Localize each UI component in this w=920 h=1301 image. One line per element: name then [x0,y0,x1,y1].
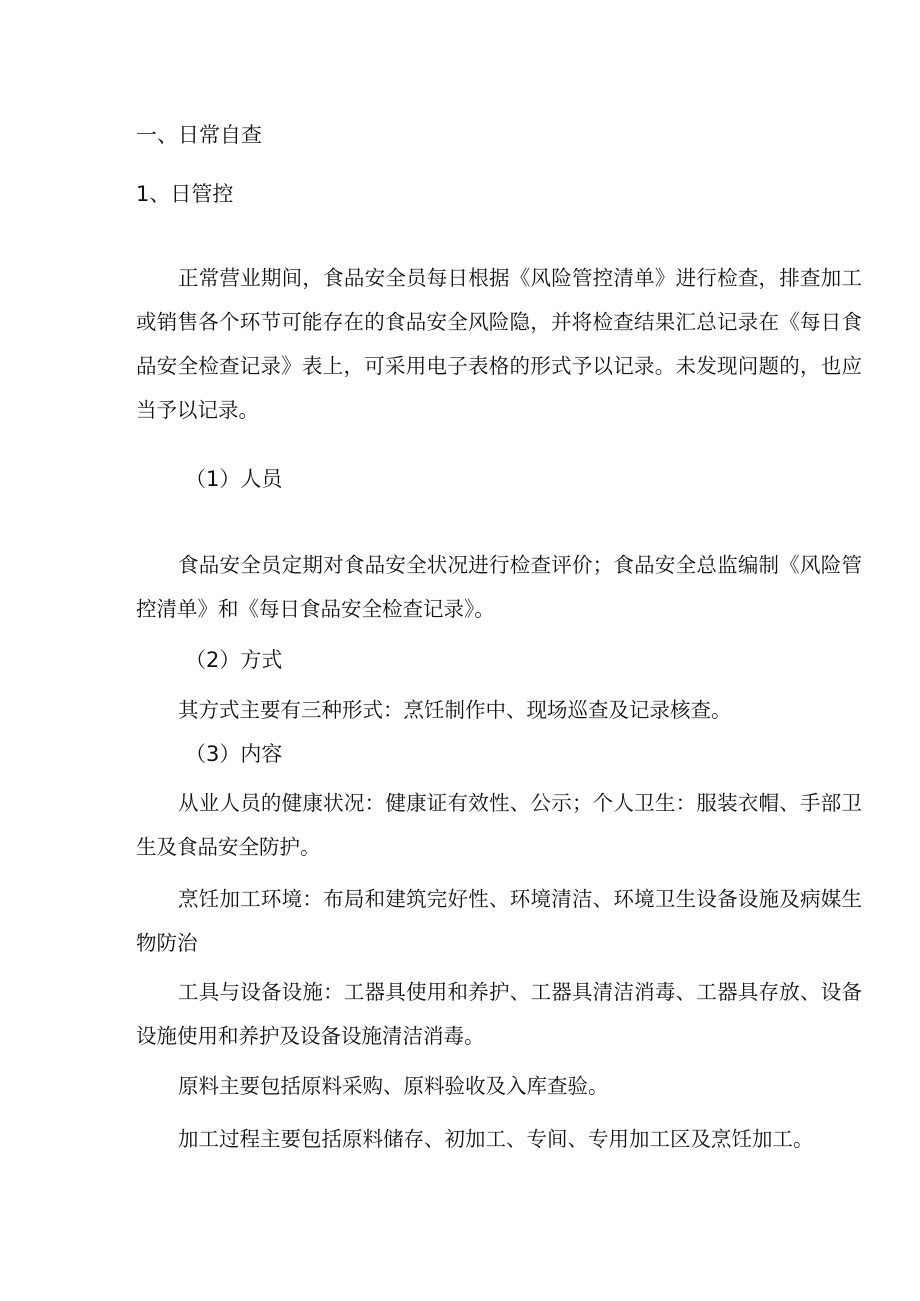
content-tools-paragraph: 工具与设备设施：工器具使用和养护、工器具清洁消毒、工器具存放、设备设施使用和养护及设备设施清洁消毒。 [136,980,862,1048]
content-title: （3）内容 [185,742,283,766]
personnel-paragraph: 食品安全员定期对食品安全状况进行检查评价；食品安全总监编制《风险管控清单》和《每日食品安全检查记录》。 [136,553,862,621]
content-health-paragraph: 从业人员的健康状况：健康证有效性、公示；个人卫生：服装衣帽、手部卫生及食品安全防护。 [136,791,862,859]
content-materials-paragraph: 原料主要包括原料采购、原料验收及入库查验。 [178,1074,609,1098]
content-environment-paragraph: 烹饪加工环境：布局和建筑完好性、环境清洁、环境卫生设备设施及病媒生物防治 [136,887,862,955]
subsection-heading: 1、日管控 [136,182,234,206]
method-paragraph: 其方式主要有三种形式：烹饪制作中、现场巡查及记录核查。 [178,698,732,722]
personnel-title: （1）人员 [185,467,283,491]
content-process-paragraph: 加工过程主要包括原料储存、初加工、专间、专用加工区及烹饪加工。 [178,1127,814,1151]
intro-paragraph: 正常营业期间，食品安全员每日根据《风险管控清单》进行检查，排查加工或销售各个环节可能存在的食品安全风险隐，并将检查结果汇总记录在《每日食品安全检查记录》表上，可采用电子表格的形式予以记录。未发现问题的，也应当予以记录。 [136,266,862,422]
method-title: （2）方式 [185,648,283,672]
section-heading: 一、日常自查 [136,123,262,147]
